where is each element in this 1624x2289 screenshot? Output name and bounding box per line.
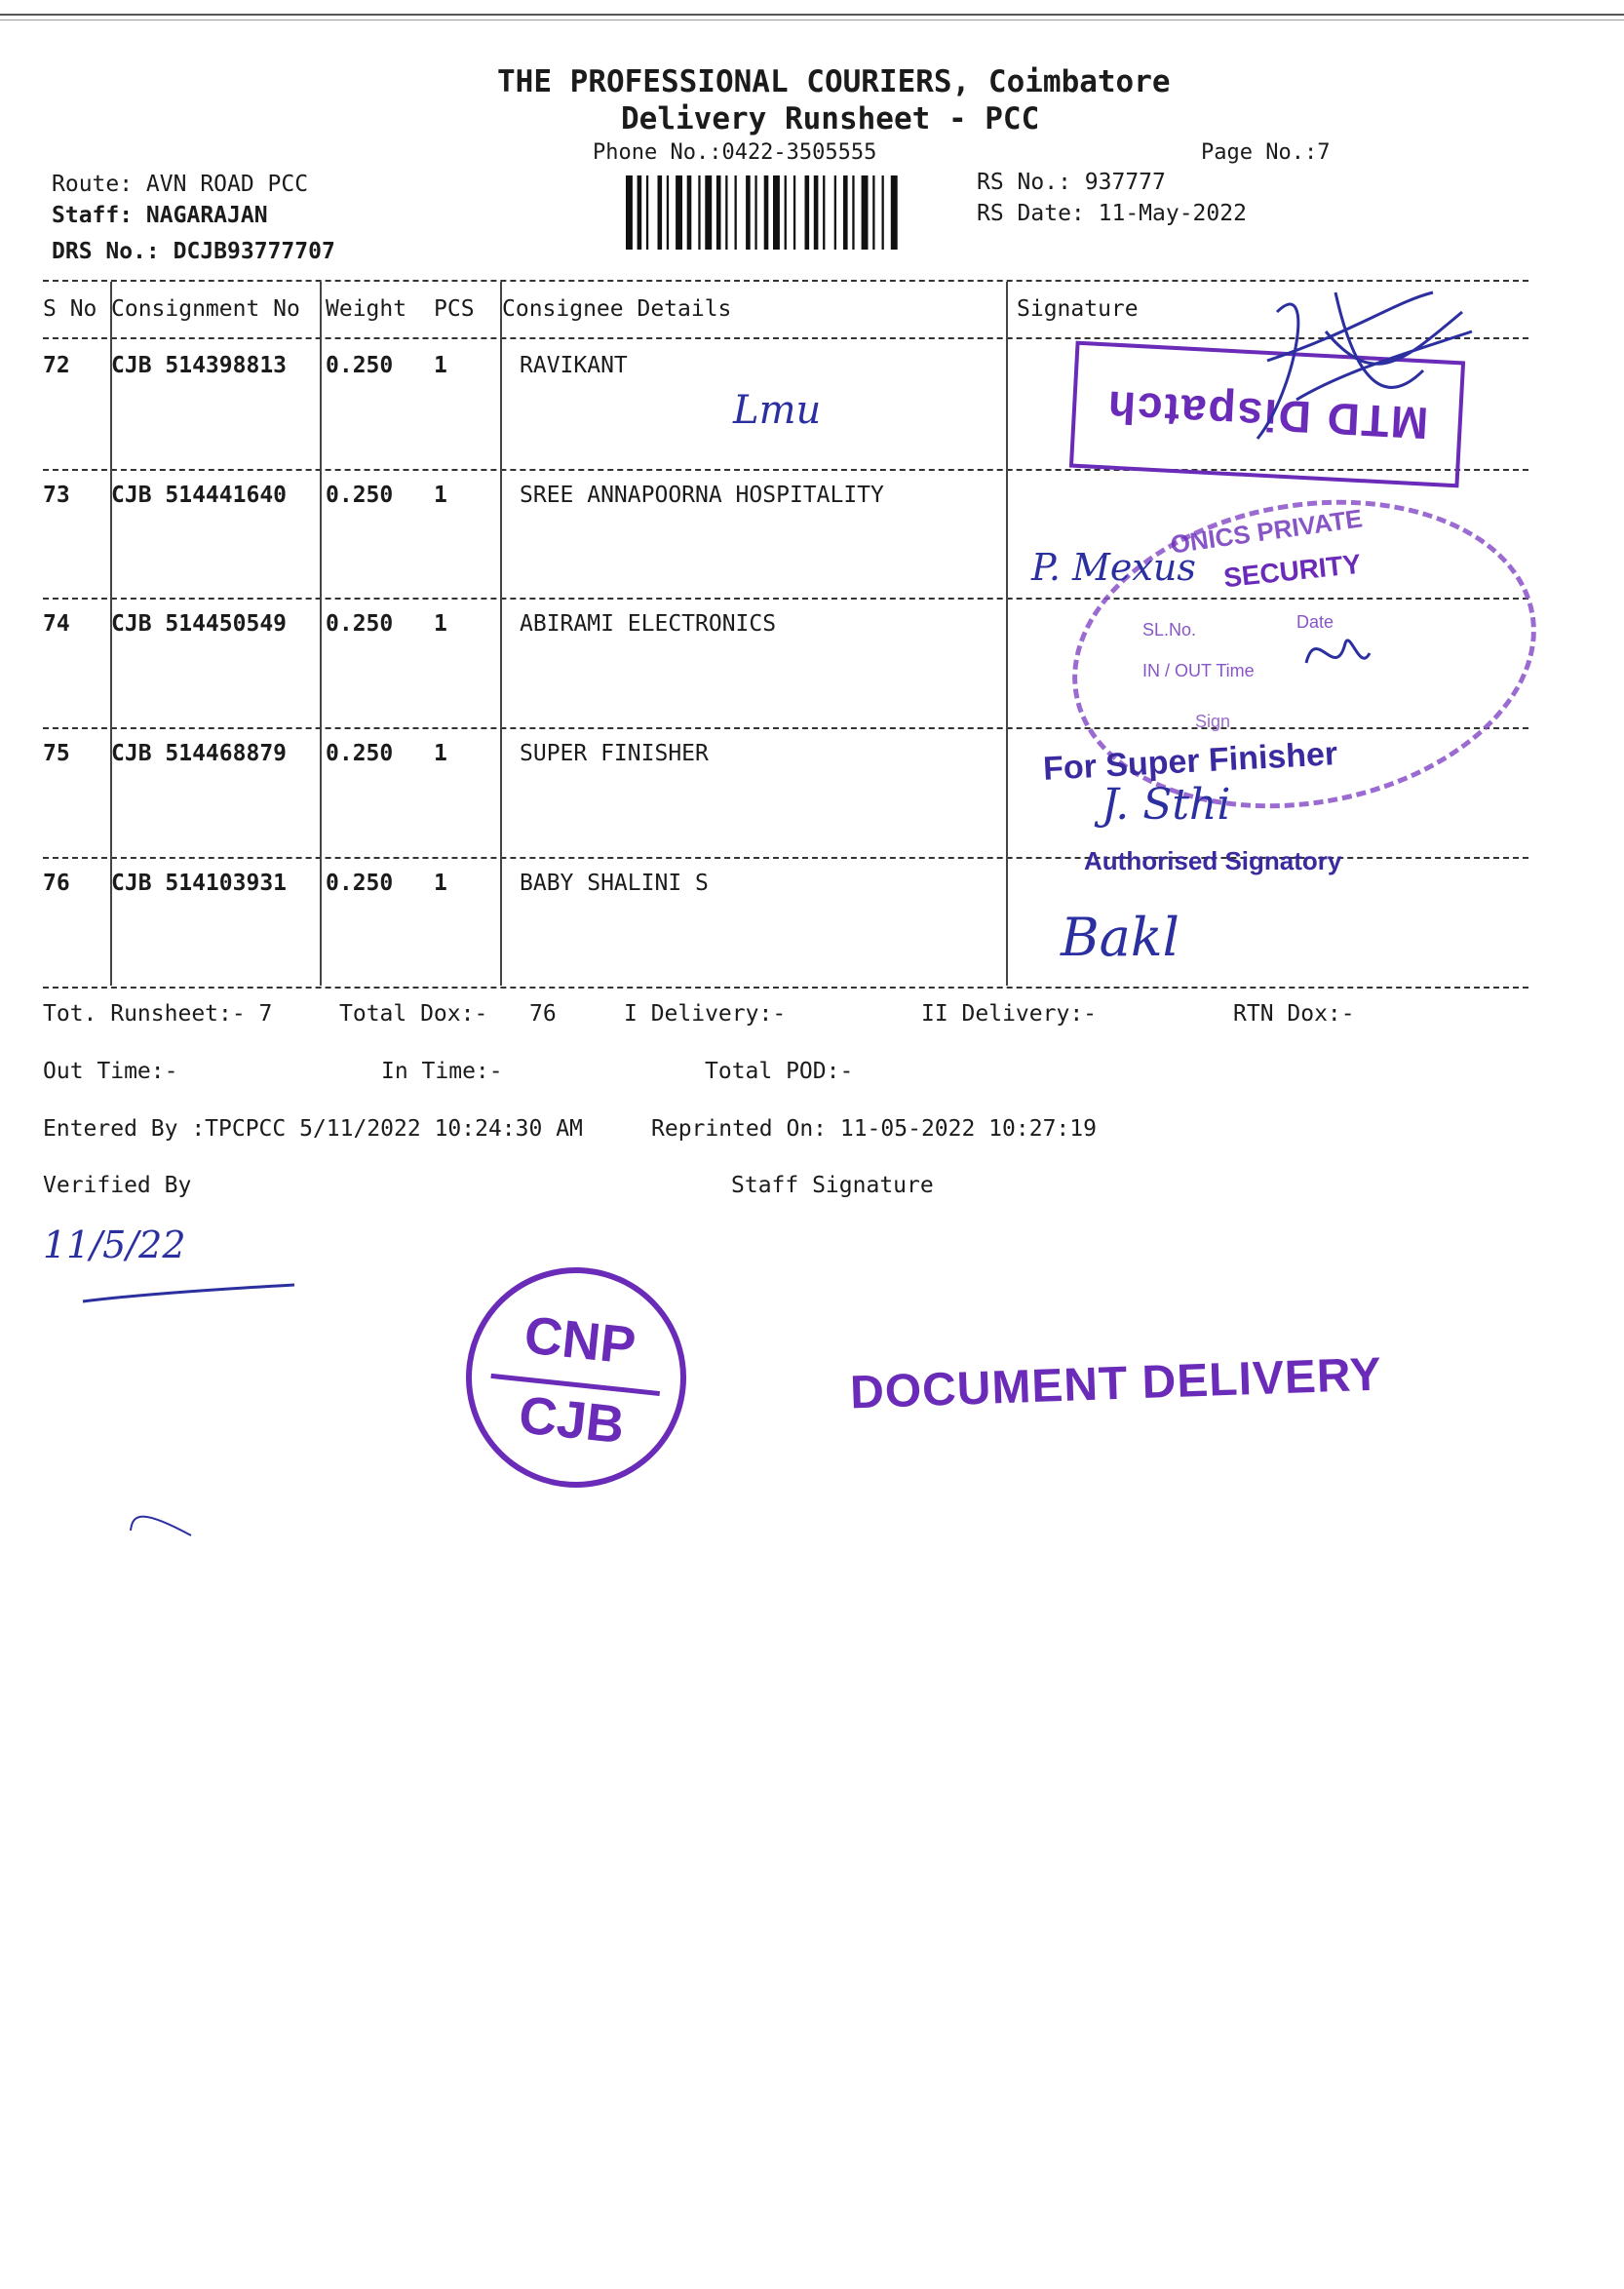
barcode-bar: [705, 175, 712, 250]
barcode-bar: [882, 175, 884, 250]
row-consignment: CJB 514441640: [111, 483, 288, 508]
row-pcs: 1: [434, 871, 447, 896]
row-weight: 0.250: [326, 483, 394, 508]
barcode-bar: [785, 175, 787, 250]
staff-label: Staff: NAGARAJAN: [52, 203, 268, 228]
row-consignment: CJB 514450549: [111, 611, 288, 637]
barcode-bar: [754, 175, 756, 250]
barcode-bar: [626, 175, 633, 250]
col-header-pcs: PCS: [434, 296, 475, 322]
row-consignee: RAVIKANT: [520, 353, 628, 378]
document-delivery-stamp: DOCUMENT DELIVERY: [849, 1348, 1383, 1419]
barcode-bar: [716, 175, 721, 250]
row-consignee: BABY SHALINI S: [520, 871, 709, 896]
row-consignment: CJB 514103931: [111, 871, 288, 896]
barcode-bar: [698, 175, 700, 250]
out-time: Out Time:-: [43, 1059, 178, 1084]
barcode-bar: [843, 175, 848, 250]
barcode-bar: [834, 175, 836, 250]
rs-date: RS Date: 11-May-2022: [977, 201, 1247, 226]
barcode-bar: [735, 175, 737, 250]
col-header-weight: Weight: [326, 296, 407, 322]
col-header-sno: S No: [43, 296, 97, 322]
row-consignee: SUPER FINISHER: [520, 741, 709, 766]
col-header-consignment: Consignment No: [111, 296, 300, 322]
barcode-bar: [764, 175, 769, 250]
scan-top-edge: [0, 14, 1624, 16]
row-weight: 0.250: [326, 353, 394, 378]
authorised-signatory: Authorised Signatory: [1084, 846, 1342, 875]
reprinted-on: Reprinted On: 11-05-2022 10:27:19: [651, 1116, 1097, 1142]
drs-number: DRS No.: DCJB93777707: [52, 239, 335, 264]
security-stamp-sign: Sign: [1195, 712, 1231, 731]
handwritten-receipt-73: P. Mexus: [1031, 546, 1196, 589]
barcode-bar: [891, 175, 898, 250]
row-weight: 0.250: [326, 611, 394, 637]
col-header-consignee: Consignee Details: [502, 296, 732, 322]
row-consignment: CJB 514468879: [111, 741, 288, 766]
handwritten-receipt-72: Lmu: [733, 388, 822, 433]
page-number: Page No.:7: [1201, 140, 1331, 165]
barcode-bar: [773, 175, 780, 250]
barcode-bar: [872, 175, 874, 250]
col-divider-3: [500, 282, 502, 986]
row-sno: 76: [43, 871, 70, 896]
barcode-bar: [658, 175, 663, 250]
cjb-text: CJB: [516, 1385, 628, 1455]
barcode-bar: [638, 175, 642, 250]
rs-number: RS No.: 937777: [977, 170, 1166, 195]
cnp-cjb-stamp: [455, 1257, 697, 1498]
verified-underline: [78, 1277, 302, 1306]
sheet-title: Delivery Runsheet - PCC: [621, 101, 1040, 136]
barcode-bar: [667, 175, 669, 250]
security-stamp-top: ONICS PRIVATE: [1168, 503, 1365, 560]
barcode-bar: [805, 175, 810, 250]
signature-scribble-72: [1238, 273, 1491, 468]
mtd-dispatch-text: MTD Dispatch: [1104, 381, 1430, 449]
i-delivery: I Delivery:-: [624, 1001, 787, 1027]
signature-scribble-74: [1296, 624, 1374, 682]
entered-by: Entered By :TPCPCC 5/11/2022 10:24:30 AM: [43, 1116, 583, 1142]
barcode-bar: [746, 175, 751, 250]
row-pcs: 1: [434, 611, 447, 637]
tot-runsheet: Tot. Runsheet:- 7: [43, 1001, 273, 1027]
table-bottom-line: [43, 987, 1528, 989]
barcode-bar: [814, 175, 819, 250]
verified-by: Verified By: [43, 1173, 192, 1198]
col-divider-4: [1006, 282, 1008, 986]
company-title: THE PROFESSIONAL COURIERS, Coimbatore: [497, 64, 1171, 99]
barcode-bar: [793, 175, 795, 250]
handwritten-receipt-75: J. Sthi: [1102, 780, 1231, 830]
ii-delivery: II Delivery:-: [921, 1001, 1098, 1027]
barcode-bar: [687, 175, 692, 250]
row-sno: 74: [43, 611, 70, 637]
stray-pen-mark: [123, 1501, 201, 1550]
security-stamp-date: Date: [1296, 612, 1334, 632]
row-pcs: 1: [434, 483, 447, 508]
row-pcs: 1: [434, 353, 447, 378]
barcode-bar: [823, 175, 825, 250]
col-divider-2: [320, 282, 322, 986]
col-header-signature: Signature: [1017, 296, 1139, 322]
phone-number: Phone No.:0422-3505555: [593, 140, 877, 165]
row-consignee: ABIRAMI ELECTRONICS: [520, 611, 777, 637]
row-sno: 75: [43, 741, 70, 766]
security-stamp-inout: IN / OUT Time: [1142, 661, 1255, 680]
row-sno: 73: [43, 483, 70, 508]
barcode-bar: [646, 175, 648, 250]
barcode-bar: [852, 175, 854, 250]
in-time: In Time:-: [381, 1059, 503, 1084]
security-stamp-main: SECURITY: [1221, 548, 1363, 594]
rtn-dox: RTN Dox:-: [1233, 1001, 1355, 1027]
scan-top-edge-2: [0, 19, 1624, 20]
handwritten-receipt-76: Bakl: [1061, 907, 1179, 968]
barcode: [626, 175, 905, 250]
barcode-bar: [676, 175, 682, 250]
row-sno: 72: [43, 353, 70, 378]
total-pod: Total POD:-: [705, 1059, 854, 1084]
row-consignee: SREE ANNAPOORNA HOSPITALITY: [520, 483, 884, 508]
barcode-bar: [725, 175, 727, 250]
total-dox-value: 76: [529, 1001, 557, 1027]
row-consignment: CJB 514398813: [111, 353, 288, 378]
security-stamp-slno: SL.No.: [1142, 620, 1197, 640]
handwritten-verified-date: 11/5/22: [43, 1223, 186, 1266]
row-pcs: 1: [434, 741, 447, 766]
cnp-text: CNP: [522, 1305, 638, 1377]
barcode-bar: [862, 175, 869, 250]
super-finisher-stamp: For Super Finisher: [1042, 735, 1339, 788]
row-weight: 0.250: [326, 741, 394, 766]
row-weight: 0.250: [326, 871, 394, 896]
total-dox-label: Total Dox:-: [339, 1001, 488, 1027]
staff-signature: Staff Signature: [731, 1173, 934, 1198]
route-label: Route: AVN ROAD PCC: [52, 172, 309, 197]
